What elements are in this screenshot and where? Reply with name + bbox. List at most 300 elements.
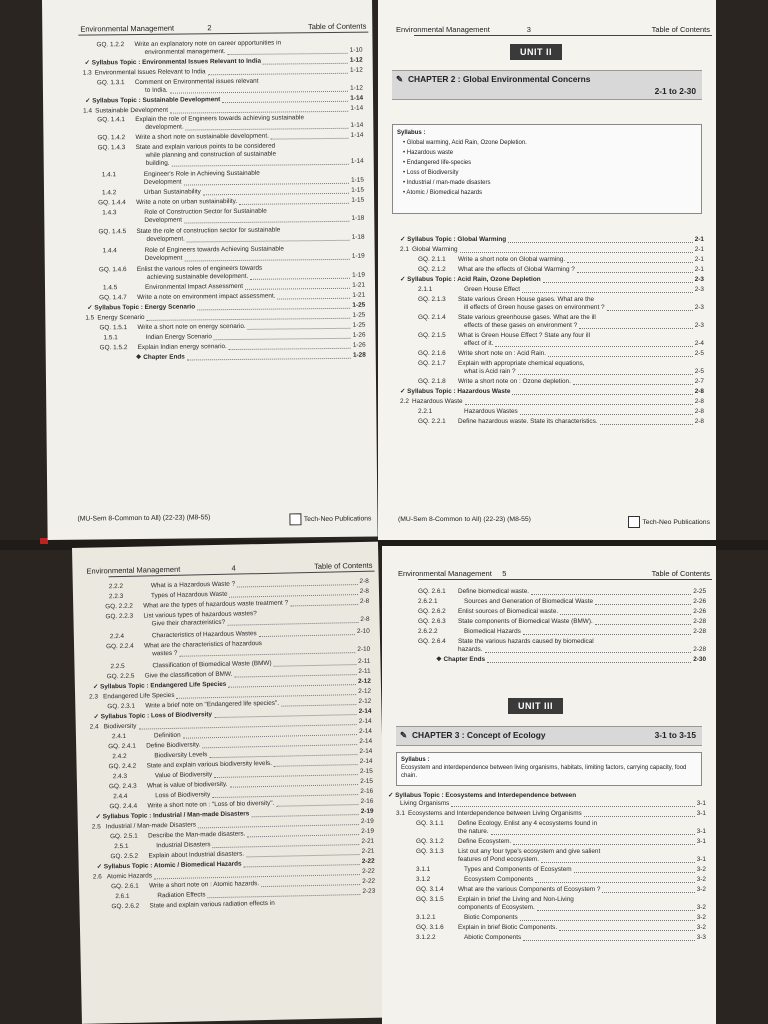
toc-page: 1-28 xyxy=(352,351,366,359)
toc-text: Define Biodiversity. xyxy=(146,741,201,750)
toc-entry xyxy=(416,848,706,856)
toc-page: 2-1 xyxy=(694,246,704,253)
toc-text: Endangered Life Species xyxy=(103,691,175,701)
toc-code: 2.2 xyxy=(400,398,409,405)
toc-text: State various Green House gases. What are the xyxy=(458,296,595,303)
toc-text: Atomic Hazards xyxy=(106,872,153,881)
toc-text: what is Acid rain ? xyxy=(464,368,516,375)
dot-leader xyxy=(208,73,348,75)
dot-leader xyxy=(197,308,350,311)
toc-text: What are the characteristics of hazardous xyxy=(143,640,263,650)
toc-code: GQ. 2.1.6 xyxy=(418,350,446,357)
toc-text: Explain in brief Biotic Components. xyxy=(458,924,558,931)
toc-text: Value of Biodiversity xyxy=(154,771,213,780)
toc-code: 3.1.2.2 xyxy=(416,934,436,941)
publisher-logo-icon xyxy=(290,513,302,525)
dot-leader xyxy=(228,684,356,688)
dot-leader xyxy=(487,662,691,663)
toc-code: 2.4 xyxy=(89,723,99,731)
dot-leader xyxy=(274,764,358,767)
toc-text: Development xyxy=(144,254,183,262)
toc-text: Definition xyxy=(153,731,181,740)
toc-page: 2-22 xyxy=(361,867,375,875)
toc-text: Give their characteristics? xyxy=(151,618,226,628)
toc-page: 1-14 xyxy=(350,121,364,129)
toc-code: ❖ Chapter Ends xyxy=(436,656,486,663)
dot-leader xyxy=(270,138,348,140)
syllabus-item: • Atomic / Biomedical hazards xyxy=(403,190,483,196)
toc-code: ✓ Syllabus Topic : Atomic / Biomedical Hazards xyxy=(96,860,242,871)
toc-entry xyxy=(418,646,706,654)
toc-code: GQ. 2.4.4 xyxy=(109,802,138,811)
toc-text: State and explain various radiation effects in xyxy=(149,899,275,910)
toc-page: 2-1 xyxy=(694,266,704,273)
toc-text: Write a short note on : Atomic hazards. xyxy=(149,880,260,890)
toc-text: Explain Indian energy scenario. xyxy=(137,343,227,352)
toc-page: 2-8 xyxy=(359,587,370,595)
toc-code: GQ. 3.1.3 xyxy=(416,848,444,855)
toc-page: 2-26 xyxy=(693,598,706,605)
chapter-title: CHAPTER 3 : Concept of Ecology xyxy=(412,730,546,740)
toc-code: 2.5.1 xyxy=(114,842,129,851)
header-section: Table of Contents xyxy=(313,560,373,571)
toc-text: Give the classification of BMW. xyxy=(144,670,233,680)
toc-code: GQ. 2.1.2 xyxy=(418,266,446,273)
toc-code: 2.1.1 xyxy=(418,286,433,293)
unit-badge: UNIT III xyxy=(508,698,563,714)
dot-leader xyxy=(290,604,358,606)
toc-code: ✓ Syllabus Topic : Loss of Biodiversity xyxy=(93,711,213,721)
toc-entry xyxy=(418,322,704,330)
toc-text: development. xyxy=(146,235,185,243)
toc-entry xyxy=(418,638,706,646)
dot-leader xyxy=(247,834,359,837)
dot-leader xyxy=(203,193,349,196)
syllabus-box xyxy=(392,124,702,214)
toc-page: 2-10 xyxy=(356,627,370,636)
toc-text: State and explain various biodiversity levels. xyxy=(146,759,273,770)
toc-page: 1-19 xyxy=(352,271,365,279)
toc-topic xyxy=(436,656,706,664)
dot-leader xyxy=(185,259,350,262)
toc-entry xyxy=(416,838,706,846)
dot-leader xyxy=(246,854,359,857)
page-header xyxy=(378,14,716,36)
dot-leader xyxy=(508,242,693,243)
footer-publisher xyxy=(290,513,372,526)
toc-topic xyxy=(87,302,365,313)
dot-leader xyxy=(523,634,691,635)
page-4 xyxy=(72,542,388,1024)
toc-topic xyxy=(400,236,704,244)
toc-code: 1.4.1 xyxy=(101,171,117,179)
chapter-title: CHAPTER 2 : Global Environmental Concerns xyxy=(408,74,591,84)
dot-leader xyxy=(250,278,350,280)
toc-entry xyxy=(416,904,706,912)
toc-code: GQ. 2.1.8 xyxy=(418,378,446,385)
toc-text: Write a note on urban sustainability. xyxy=(136,197,238,207)
toc-text: Define hazardous waste. State its characteristics. xyxy=(458,418,598,425)
dot-leader xyxy=(263,63,348,65)
toc-code: GQ. 3.1.5 xyxy=(416,896,444,903)
dot-leader xyxy=(187,240,350,243)
toc-page: 2-25 xyxy=(693,588,706,595)
toc-code: 2.4.2 xyxy=(112,752,127,761)
toc-entry xyxy=(100,342,366,353)
dot-leader xyxy=(543,282,693,283)
toc-topic xyxy=(85,57,363,68)
dot-leader xyxy=(531,594,691,595)
dot-leader xyxy=(522,292,693,293)
toc-page: 2-19 xyxy=(360,817,374,826)
header-title: Environmental Management xyxy=(86,564,181,576)
toc-text: What are the various Components of Ecosystem ? xyxy=(458,886,601,893)
toc-text: effects of these gases on environment ? xyxy=(464,322,578,329)
toc-text: Engineer's Role in Achieving Sustainable xyxy=(143,169,260,178)
toc-entry xyxy=(418,628,706,636)
toc-page: 2-28 xyxy=(693,618,706,625)
toc-entry xyxy=(416,856,706,864)
toc-page: 2-8 xyxy=(694,408,704,415)
dot-leader xyxy=(602,892,695,893)
toc-page: 3-2 xyxy=(696,914,706,921)
toc-entry xyxy=(99,322,365,333)
toc-code: 1.4.2 xyxy=(101,189,117,197)
toc-code: 3.1.2.1 xyxy=(416,914,436,921)
toc-text: Write a brief note on "Endangered life species". xyxy=(145,699,280,710)
toc-text: What is Green House Effect ? State any four ill xyxy=(458,332,591,339)
toc-entry xyxy=(416,896,706,904)
dot-leader xyxy=(259,634,355,637)
footer-course: (MU-Sem 8-Common to All) (22-23) (M8-55) xyxy=(77,514,211,523)
dot-leader xyxy=(523,940,695,941)
toc-text: Write a short note on Global warming. xyxy=(458,256,566,263)
dot-leader xyxy=(172,164,349,167)
toc-text: Enlist the various roles of engineers towards xyxy=(136,264,263,274)
toc-text: Write a short note on : "Loss of bio diversity". xyxy=(147,799,275,810)
dot-leader xyxy=(600,424,693,425)
toc-text: Development xyxy=(144,216,183,224)
toc-code: GQ. 2.6.2 xyxy=(111,902,140,911)
toc-text: while planning and construction of sustainable xyxy=(145,150,277,159)
toc-text: Energy Scenario xyxy=(97,313,145,322)
toc-code: GQ. 2.4.3 xyxy=(108,782,137,791)
toc-text: List out any four type's ecosystem and give salient xyxy=(458,848,601,855)
toc-page: 2-8 xyxy=(694,418,704,425)
toc-text: wastes ? xyxy=(152,649,178,658)
toc-page: 3-2 xyxy=(696,886,706,893)
toc-code: GQ. 2.4.1 xyxy=(108,742,136,751)
toc-page: 2-22 xyxy=(362,877,376,885)
dot-leader xyxy=(146,318,350,321)
toc-page: 3-1 xyxy=(696,838,706,845)
toc-code: GQ. 1.2.2 xyxy=(96,41,125,49)
toc-code: GQ. 2.1.5 xyxy=(418,332,446,339)
toc-entry xyxy=(418,598,706,606)
dot-leader xyxy=(187,358,351,361)
toc-page: 3-2 xyxy=(696,876,706,883)
toc-text: Role of Engineers towards Achieving Sustainable xyxy=(144,245,284,254)
dot-leader xyxy=(237,584,358,588)
dot-leader xyxy=(239,203,349,205)
toc-text: environmental management. xyxy=(144,48,226,56)
toc-code: ✓ Syllabus Topic : Industrial / Man-made Disasters xyxy=(95,810,250,821)
toc-text: Write a short note on sustainable development. xyxy=(135,132,269,142)
toc-text: State various greenhouse gases. What are the ill xyxy=(458,314,596,321)
toc-text: Biodiversity Levels xyxy=(154,751,208,760)
toc-page: 1-15 xyxy=(351,176,364,184)
toc-page: 2-22 xyxy=(361,857,375,865)
toc-entry xyxy=(416,934,706,942)
toc-code: ✓ Syllabus Topic : Environmental Issues Relevant to India xyxy=(84,57,262,67)
dot-leader xyxy=(513,844,695,845)
dot-leader xyxy=(228,622,359,626)
toc-text: Ecosystem Components xyxy=(464,876,534,883)
dot-leader xyxy=(229,348,351,350)
toc-page: 2-16 xyxy=(360,787,374,796)
toc-text: Development xyxy=(143,178,182,186)
toc-text: Explain about Industrial disasters. xyxy=(148,850,245,860)
toc-text: Write a note on environment impact assessment. xyxy=(137,292,276,302)
toc-page: 2-21 xyxy=(361,847,375,856)
toc-text: Classification of Biomedical Waste (BMW) xyxy=(152,659,272,670)
toc-code: 2.2.1 xyxy=(418,408,433,415)
toc-code: 1.4.4 xyxy=(102,247,117,255)
toc-code: 3.1.2 xyxy=(416,876,431,883)
toc-entry xyxy=(418,304,704,312)
dot-leader xyxy=(460,252,693,253)
publisher-name: Tech-Neo Publications xyxy=(642,518,710,526)
toc-page: 2-30 xyxy=(693,656,706,663)
toc-text: Define Ecology. Enlist any 4 ecosystems found in xyxy=(458,820,598,827)
toc-page: 2-23 xyxy=(362,887,376,895)
toc-page: 3-2 xyxy=(696,904,706,911)
toc-page: 2-11 xyxy=(358,667,371,676)
toc-code: 2.2.3 xyxy=(108,592,124,601)
toc-text: effect of it. xyxy=(464,340,494,347)
toc-text: Enlist sources of Biomedical waste. xyxy=(458,608,559,615)
toc-text: Sources and Generation of Biomedical Waste xyxy=(464,598,594,605)
dot-leader xyxy=(281,704,356,707)
dot-leader xyxy=(584,816,695,817)
dot-leader xyxy=(573,384,693,385)
toc-page: 2-12 xyxy=(357,677,371,686)
dot-leader xyxy=(485,652,691,653)
page-header xyxy=(72,550,378,578)
dot-leader xyxy=(465,404,693,405)
toc-entry xyxy=(418,408,704,416)
toc-code: 1.4 xyxy=(83,107,93,115)
dot-leader xyxy=(184,183,349,186)
toc-code: 2.6.2.1 xyxy=(418,598,438,605)
toc-text: development. xyxy=(145,123,184,131)
toc-code: GQ. 2.2.4 xyxy=(106,642,134,651)
dot-leader xyxy=(214,338,351,340)
toc-text: Types and Components of Ecosystem xyxy=(464,866,572,873)
toc-page: 2-12 xyxy=(358,687,372,696)
toc-code: GQ. 1.4.7 xyxy=(99,294,127,302)
toc-text: Characteristics of Hazardous Wastes xyxy=(151,630,257,640)
toc-text: List various types of hazardous wastes? xyxy=(143,610,257,620)
dot-leader xyxy=(567,262,693,263)
toc-page: 2-8 xyxy=(359,577,369,585)
dot-leader xyxy=(185,128,348,131)
toc-page: 2-28 xyxy=(693,628,706,635)
toc-code: 2.6 xyxy=(92,873,102,881)
footer-course: (MU-Sem 8-Common to All) (22-23) (M8-55) xyxy=(398,516,531,523)
toc-code: GQ. 2.1.7 xyxy=(418,360,446,367)
toc-text: components of Ecosystem. xyxy=(458,904,535,911)
toc-entry xyxy=(416,820,706,828)
toc-page: 1-18 xyxy=(351,233,365,241)
toc-text: Green House Effect xyxy=(464,286,521,293)
toc-code: 1.4.5 xyxy=(102,284,118,292)
syllabus-item: • Endangered life-species xyxy=(403,160,472,166)
syllabus-box xyxy=(396,752,702,786)
toc-page: 1-26 xyxy=(352,331,366,339)
toc-page: 3-1 xyxy=(696,810,706,817)
unit-badge: UNIT II xyxy=(510,44,562,60)
toc-page: 1-14 xyxy=(350,94,364,102)
dot-leader xyxy=(170,91,348,94)
toc-text: Radiation Effects xyxy=(157,891,206,900)
toc-text: to India. xyxy=(144,86,168,94)
toc-code: GQ. 2.6.1 xyxy=(111,882,139,891)
toc-page: 2-14 xyxy=(359,727,372,736)
toc-entry xyxy=(418,266,704,274)
toc-code: 2.4.3 xyxy=(112,772,128,781)
syllabus-items xyxy=(397,138,697,198)
toc-code: GQ. 2.2.1 xyxy=(418,418,446,425)
toc-code: GQ. 1.3.1 xyxy=(96,79,125,87)
toc-entry xyxy=(85,312,365,323)
toc-page: 3-1 xyxy=(696,800,706,807)
toc-entry xyxy=(418,368,704,376)
dot-leader xyxy=(222,101,348,103)
toc-entry xyxy=(418,350,704,358)
toc-code: 2.2.5 xyxy=(110,662,125,671)
dot-leader xyxy=(244,864,360,867)
dot-leader xyxy=(537,910,695,911)
toc-code: GQ. 3.1.2 xyxy=(416,838,444,845)
pencil-icon: ✎ xyxy=(400,730,408,740)
toc-page: 1-25 xyxy=(352,321,366,329)
dot-leader xyxy=(520,414,693,415)
dot-leader xyxy=(235,674,357,678)
toc-text: Biodiversity xyxy=(103,722,137,731)
publisher-logo-icon xyxy=(628,516,640,528)
toc-text: Environmental Impact Assessment xyxy=(144,282,244,291)
dot-leader xyxy=(495,346,693,347)
toc-code: GQ. 2.5.1 xyxy=(109,832,138,841)
dot-leader xyxy=(247,328,350,330)
toc-entry xyxy=(99,292,365,303)
toc-code: 2.4.1 xyxy=(111,732,127,741)
dot-leader xyxy=(512,394,693,395)
toc-text: Sustainable Development xyxy=(95,106,169,115)
toc-code: GQ. 2.5.2 xyxy=(110,852,139,861)
dot-leader xyxy=(559,930,695,931)
toc-code: 2.6.1 xyxy=(115,892,130,901)
dot-leader xyxy=(277,298,350,300)
syllabus-item: • Global warming, Acid Rain, Ozone Depletion. xyxy=(403,140,527,146)
dot-leader xyxy=(520,920,695,921)
toc-text: State components of Biomedical Waste (BMW). xyxy=(458,618,593,625)
toc-text: Role of Construction Sector for Sustainable xyxy=(144,207,267,216)
toc-code: 1.5 xyxy=(85,314,95,322)
toc-entry xyxy=(418,340,704,348)
toc-page: 3-2 xyxy=(696,866,706,873)
page-footer xyxy=(398,516,710,526)
dot-leader xyxy=(574,872,695,873)
dot-leader xyxy=(560,614,691,615)
toc-code: GQ. 2.2.5 xyxy=(106,672,135,681)
toc-entry xyxy=(418,286,704,294)
toc-text: Types of Hazardous Waste xyxy=(150,590,228,600)
toc-page: 2-26 xyxy=(693,608,706,615)
toc-topic xyxy=(400,276,704,284)
toc-text: Urban Sustainability xyxy=(143,188,201,196)
toc-page: 3-1 xyxy=(696,828,706,835)
toc-entry xyxy=(416,866,706,874)
toc-entry xyxy=(416,914,706,922)
toc-page: 2-3 xyxy=(694,286,704,293)
toc-page: 2-14 xyxy=(358,717,372,726)
toc-code: 3.1 xyxy=(396,810,405,817)
toc-code: ✓ Syllabus Topic : Energy Scenario xyxy=(87,303,196,312)
dot-leader xyxy=(230,784,358,788)
toc-text: Indian Energy Scenario xyxy=(145,333,213,341)
dot-leader xyxy=(579,328,693,329)
syllabus-item: • Industrial / man-made disasters xyxy=(403,180,491,186)
toc-entry xyxy=(400,398,704,406)
toc-text: Explain with appropriate chemical equations, xyxy=(458,360,585,367)
toc-code: GQ. 2.1.1 xyxy=(418,256,446,263)
dot-leader xyxy=(607,310,693,311)
dot-leader xyxy=(595,604,691,605)
syllabus-text: Ecosystem and interdependence between living organisms, habitats, limiting factors, carrying capacity, food chain. xyxy=(401,765,687,779)
dot-leader xyxy=(595,624,691,625)
toc-entry xyxy=(418,314,704,322)
toc-text: Write an explanatory note on career opportunities in xyxy=(134,39,282,49)
toc-page: 2-14 xyxy=(358,707,372,716)
toc-code: GQ. 1.5.1 xyxy=(99,324,128,332)
toc-page: 2-28 xyxy=(693,646,706,653)
toc-text: building. xyxy=(145,159,170,167)
chapter-range: 2-1 to 2-30 xyxy=(654,86,696,96)
toc-code: 1.3 xyxy=(82,69,92,77)
toc-entry xyxy=(103,253,365,264)
toc-code: ✓ Syllabus Topic : Endangered Life Species xyxy=(92,680,227,691)
toc-page: 2-10 xyxy=(357,645,371,654)
chapter-banner xyxy=(396,726,702,746)
toc-page: 1-12 xyxy=(349,66,363,74)
toc-page: 2-3 xyxy=(694,304,704,311)
toc-page: 2-14 xyxy=(359,757,373,766)
toc-code: GQ. 1.4.1 xyxy=(97,116,126,124)
toc-code: GQ. 2.6.4 xyxy=(418,638,446,645)
toc-topic xyxy=(136,352,366,362)
toc-entry xyxy=(102,177,364,188)
page-header xyxy=(382,558,716,580)
toc-code: GQ. 2.3.1 xyxy=(107,702,136,711)
toc-code: 2.5 xyxy=(91,823,101,831)
toc-page: 2-14 xyxy=(359,747,373,756)
toc-page: 2-1 xyxy=(694,236,704,243)
syllabus-heading: Syllabus : xyxy=(397,130,426,136)
dot-leader xyxy=(491,834,695,835)
toc-text: Biomedical Hazards xyxy=(464,628,521,635)
